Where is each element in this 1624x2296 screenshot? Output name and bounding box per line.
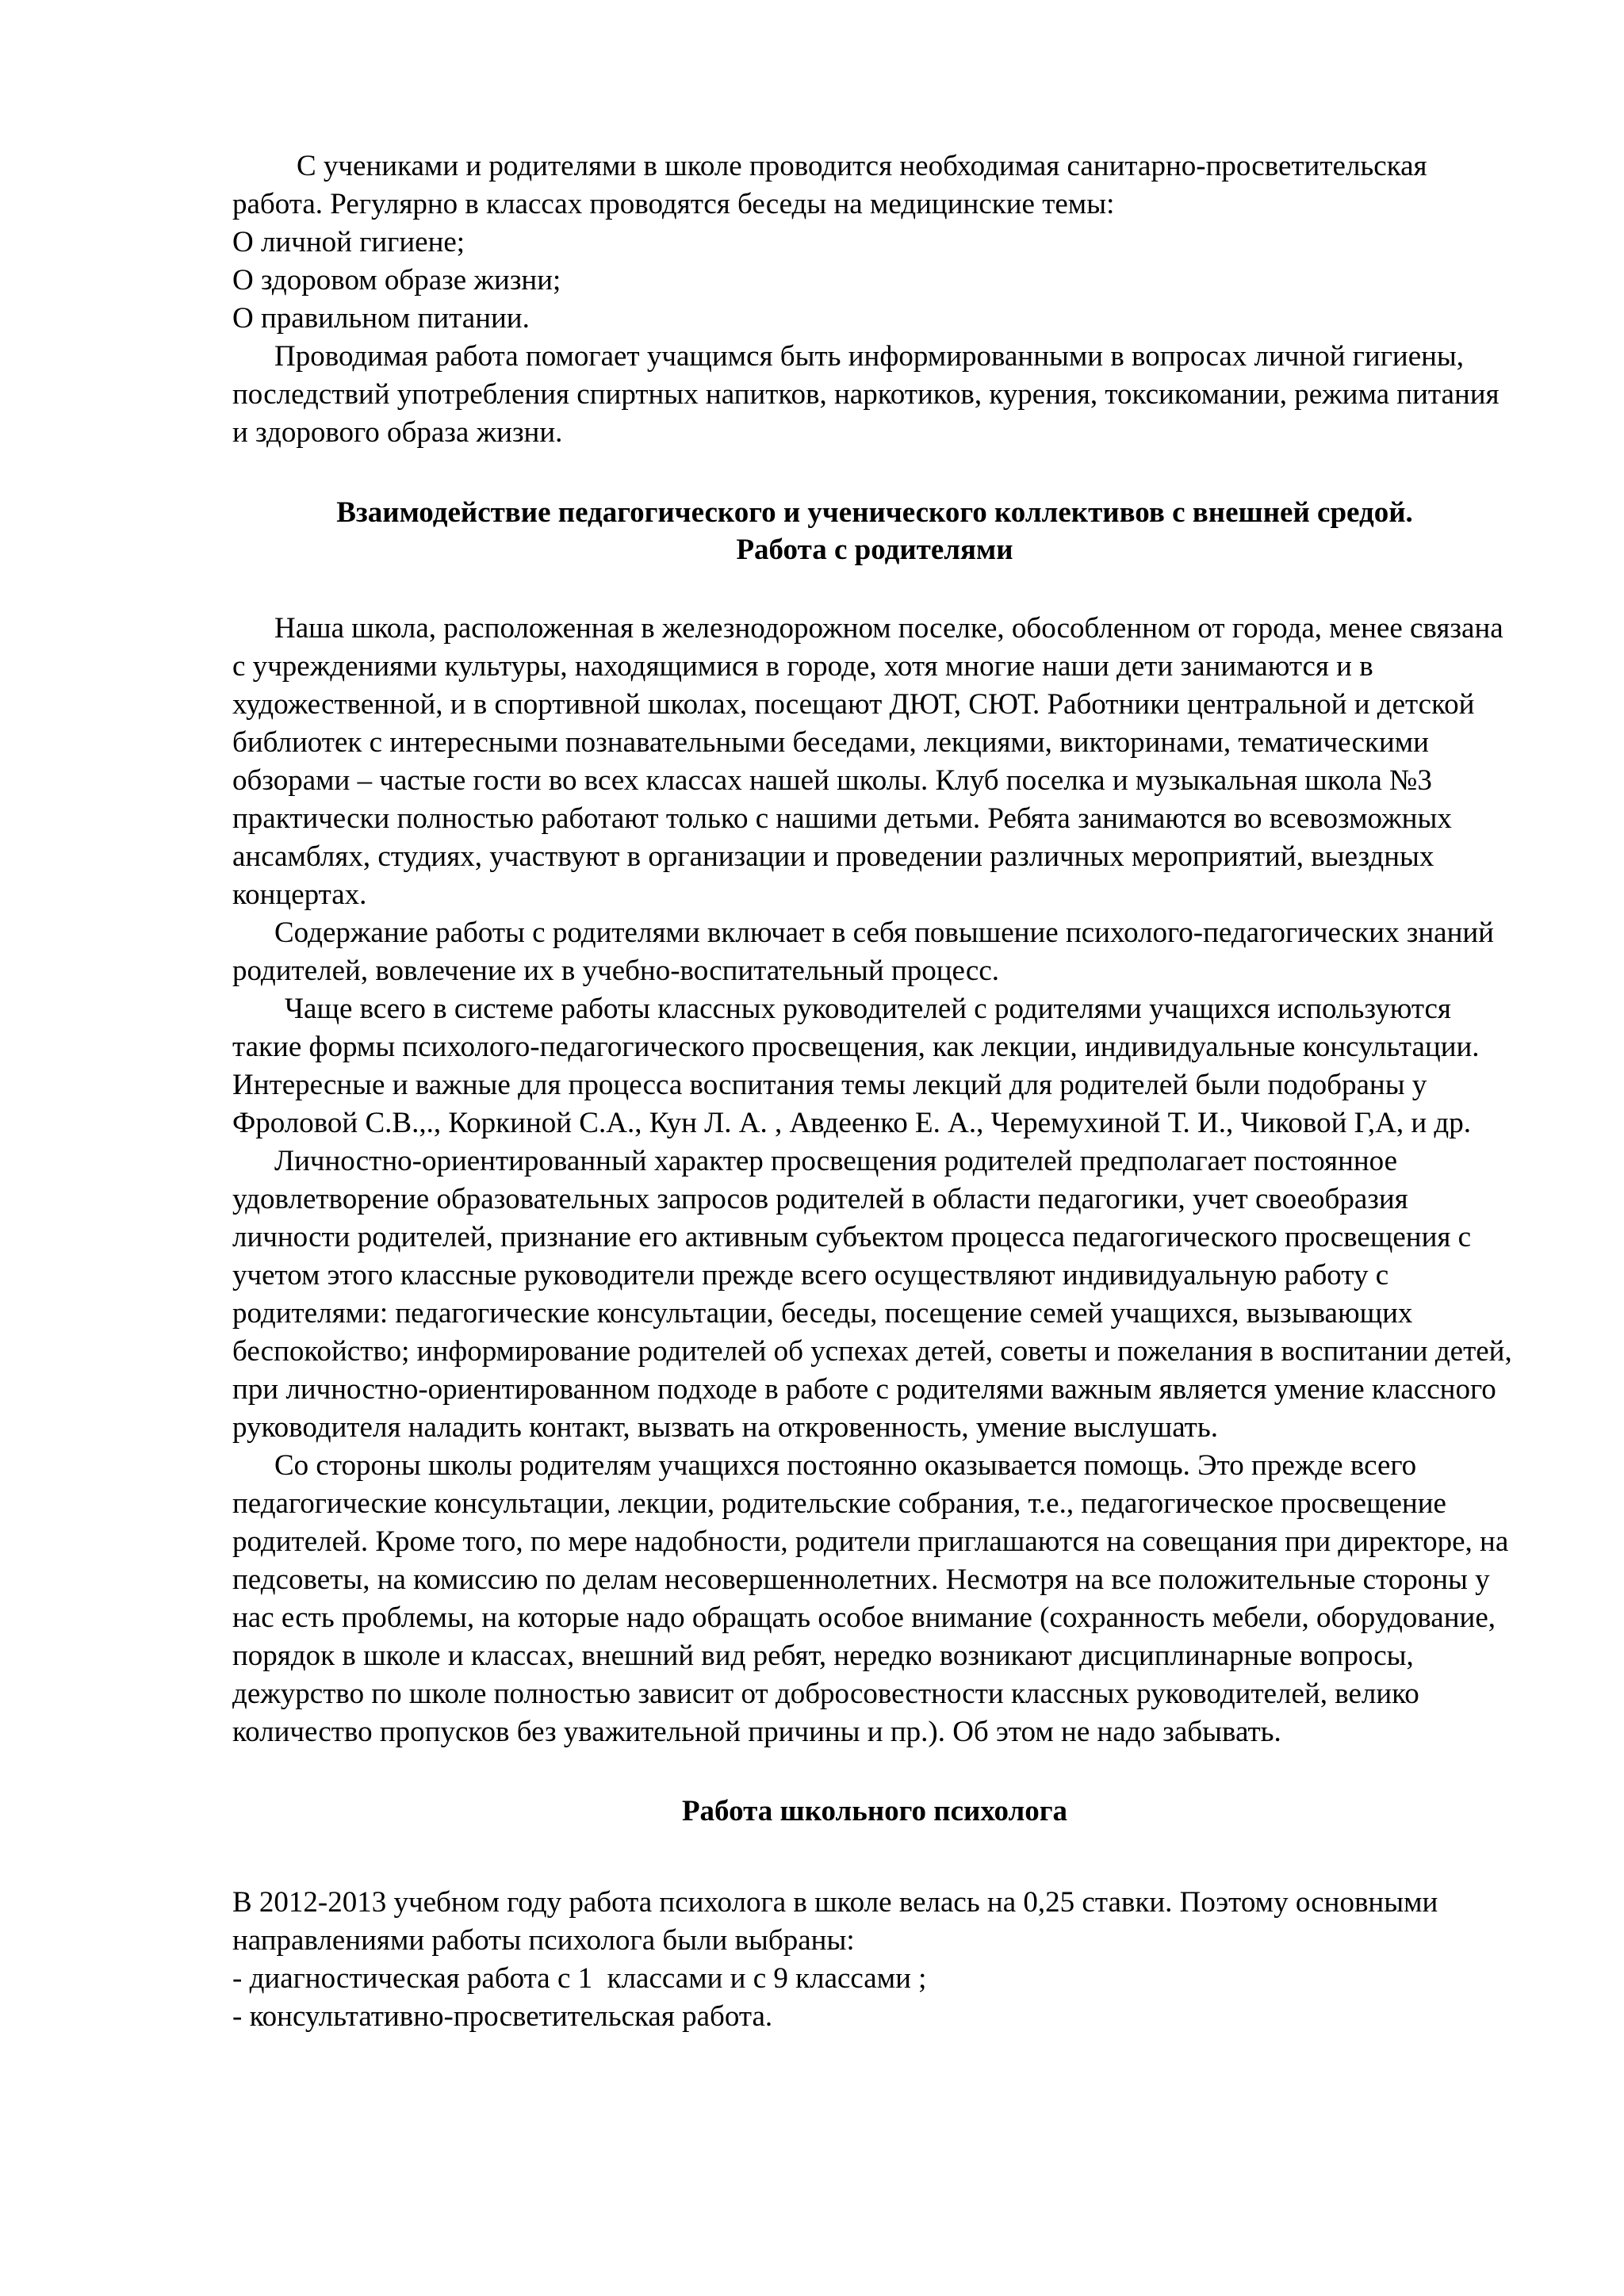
section-body-psychologist xyxy=(232,1884,1517,2036)
intro-paragraph-2: Проводимая работа помогает учащимся быть информированными в вопросах личной гигиены, последствий употребления спиртных напитков, наркотиков, курения, токсикомании, режима питания и здорового образа жизни. xyxy=(232,340,1500,449)
body-paragraph-personal: Личностно-ориентированный характер просвещения родителей предполагает постоянное удовлетворение образовательных запросов родителей в области педагогики, учет своеобразия личности родителей, признание его активным субъектом процесса педагогического просвещения с учетом этого классные руководители прежде всего осуществляют индивидуальную работу с родителями: педагогические консультации, беседы, посещение семей учащихся, вызывающих беспокойство; информирование родителей об успехах детей, советы и пожелания в воспитании детей, при личностно-ориентированном подходе в работе с родителями важным является умение классного руководителя наладить контакт, вызвать на откровенность, умение выслушать. xyxy=(232,1145,1512,1444)
topic-item-1: О личной гигиене; xyxy=(232,226,465,258)
psychologist-paragraph: В 2012-2013 учебном году работа психолога в школе велась на 0,25 ставки. Поэтому основными направлениями работы психолога были выбраны: xyxy=(232,1886,1438,1957)
section-heading-line-2: Работа с родителями xyxy=(736,534,1013,566)
topic-item-3: О правильном питании. xyxy=(232,302,530,335)
psychologist-item-2: - консультативно-просветительская работа. xyxy=(232,2000,773,2033)
section-body-parents xyxy=(232,610,1517,1751)
topic-item-2: О здоровом образе жизни; xyxy=(232,264,561,297)
body-paragraph-content: Содержание работы с родителями включает в себя повышение психолого-педагогических знаний родителей, вовлечение их в учебно-воспитательный процесс. xyxy=(232,916,1494,987)
body-paragraph-school: Наша школа, расположенная в железнодорожном поселке, обособленном от города, менее связана с учреждениями культуры, находящимися в городе, хотя многие наши дети занимаются и в художественной, и в спортивной школах, посещают ДЮТ, СЮТ. Работники центральной и детской библиотек с интересными познавательными беседами, лекциями, викторинами, тематическими обзорами – частые гости во всех классах нашей школы. Клуб поселка и музыкальная школа №3 практически полностью работают только с нашими детьми. Ребята занимаются во всевозможных ансамблях, студиях, участвуют в организации и проведении различных мероприятий, выездных концертах. xyxy=(232,612,1503,911)
section-heading-line-1: Взаимодействие педагогического и ученического коллективов с внешней средой. xyxy=(336,496,1413,529)
document-page xyxy=(232,147,1517,2036)
section-heading-psychologist: Работа школьного психолога xyxy=(681,1795,1068,1827)
psychologist-item-1: - диагностическая работа с 1 классами и с 9 классами ; xyxy=(232,1962,927,1995)
body-paragraph-forms: Чаще всего в системе работы классных руководителей с родителями учащихся используются такие формы психолого-педагогического просвещения, как лекции, индивидуальные консультации. Интересные и важные для процесса воспитания темы лекций для родителей были подобраны у Фроловой С.В.,., Коркиной С.А., Кун Л. А. , Авдеенко Е. А., Черемухиной Т. И., Чиковой Г,А, и др. xyxy=(232,993,1480,1139)
body-paragraph-help: Со стороны школы родителям учащихся постоянно оказывается помощь. Это прежде всего педагогические консультации, лекции, родительские собрания, т.е., педагогическое просвещение родителей. Кроме того, по мере надобности, родители приглашаются на совещания при директоре, на педсоветы, на комиссию по делам несовершеннолетних. Несмотря на все положительные стороны у нас есть проблемы, на которые надо обращать особое внимание (сохранность мебели, оборудование, порядок в школе и классах, внешний вид ребят, нередко возникают дисциплинарные вопросы, дежурство по школе полностью зависит от добросовестности классных руководителей, велико количество пропусков без уважительной причины и пр.). Об этом не надо забывать. xyxy=(232,1449,1509,1748)
intro-paragraph-1: С учениками и родителями в школе проводится необходимая санитарно-просветительская работа. Регулярно в классах проводятся беседы на медицинские темы: xyxy=(232,150,1427,220)
section-heading-interaction xyxy=(232,494,1517,568)
